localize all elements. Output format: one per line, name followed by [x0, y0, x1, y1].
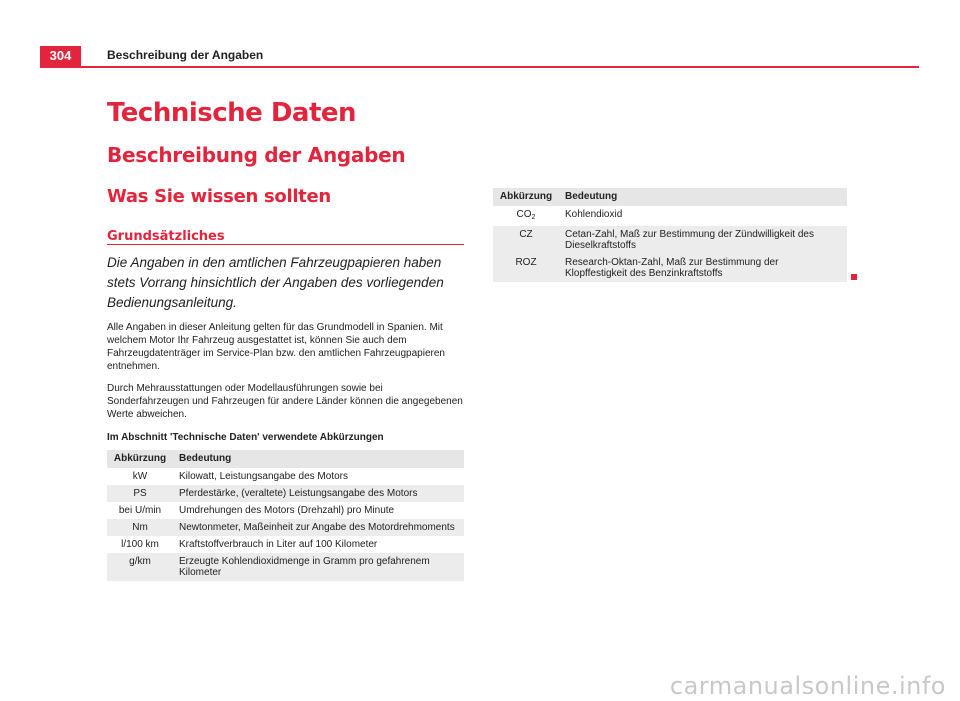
- meaning-cell: Cetan-Zahl, Maß zur Bestimmung der Zündwilligkeit des Dieselkraftstoffs: [559, 226, 847, 254]
- meaning-cell: Research-Oktan-Zahl, Maß zur Bestimmung der Klopffestigkeit des Benzinkraftstoffs: [559, 254, 847, 282]
- topic-title: Grundsätzliches: [107, 229, 225, 244]
- abbreviations-table-continued: [493, 188, 847, 282]
- table-row: [107, 485, 464, 502]
- meaning-cell: Kraftstoffverbrauch in Liter auf 100 Kilometer: [173, 536, 464, 553]
- subsection-title: Was Sie wissen sollten: [107, 186, 331, 207]
- lead-paragraph: Die Angaben in den amtlichen Fahrzeugpapieren haben stets Vorrang hinsichtlich der Angaben des vorliegenden Bedienungsanleitung.: [107, 255, 444, 310]
- section-end-marker: [851, 274, 857, 280]
- header-rule: [40, 66, 919, 68]
- abbreviation-cell: Nm: [107, 519, 173, 536]
- body-paragraph: Durch Mehrausstattungen oder Modellausführungen sowie bei Sonderfahrzeugen und Fahrzeugen für andere Länder können die angegebenen Werte abweichen.: [107, 383, 463, 420]
- abbreviation-cell: [493, 206, 559, 226]
- table-row: [107, 502, 464, 519]
- table-row: [107, 553, 464, 581]
- co2-subscript: 2: [531, 214, 536, 221]
- table-row: [107, 519, 464, 536]
- running-header-title: Beschreibung der Angaben: [107, 48, 264, 62]
- table-row: [493, 206, 847, 226]
- meaning-cell: Erzeugte Kohlendioxidmenge in Gramm pro gefahrenem Kilometer: [173, 553, 464, 581]
- chapter-title: Technische Daten: [107, 98, 357, 128]
- abbreviation-cell: ROZ: [493, 254, 559, 282]
- meaning-cell: Pferdestärke, (veraltete) Leistungsangabe des Motors: [173, 485, 464, 502]
- body-paragraph: Alle Angaben in dieser Anleitung gelten für das Grundmodell in Spanien. Mit welchem Motor Ihr Fahrzeug ausgestattet ist, können Sie auch dem Fahrzeugdatenträger im Service-Plan bzw. den amtlichen Fahrzeugpapieren entnehmen.: [107, 322, 445, 372]
- meaning-cell: Kohlendioxid: [559, 206, 847, 226]
- topic-rule: [107, 244, 464, 245]
- watermark: carmanualsonline.info: [669, 672, 946, 700]
- table-header-row: [107, 450, 464, 468]
- abbreviation-cell: g/km: [107, 553, 173, 581]
- meaning-cell: Kilowatt, Leistungsangabe des Motors: [173, 468, 464, 485]
- table-row: [107, 536, 464, 553]
- table-header-row: [493, 188, 847, 206]
- meaning-cell: Umdrehungen des Motors (Drehzahl) pro Minute: [173, 502, 464, 519]
- table-row: [493, 254, 847, 282]
- abbreviation-cell: l/100 km: [107, 536, 173, 553]
- abbreviation-cell: CZ: [493, 226, 559, 254]
- column-header-abbreviation: Abkürzung: [107, 450, 173, 468]
- table-caption: Im Abschnitt 'Technische Daten' verwendete Abkürzungen: [107, 432, 384, 443]
- abbreviations-table: [107, 450, 464, 581]
- abbreviation-cell: PS: [107, 485, 173, 502]
- table-row: [107, 468, 464, 485]
- column-header-meaning: Bedeutung: [173, 450, 464, 468]
- co2-base: CO: [516, 209, 532, 220]
- meaning-cell: Newtonmeter, Maßeinheit zur Angabe des Motordrehmoments: [173, 519, 464, 536]
- column-header-meaning: Bedeutung: [559, 188, 847, 206]
- page-number: 304: [40, 46, 81, 66]
- abbreviation-cell: bei U/min: [107, 502, 173, 519]
- table-row: [493, 226, 847, 254]
- column-header-abbreviation: Abkürzung: [493, 188, 559, 206]
- section-title: Beschreibung der Angaben: [107, 143, 406, 167]
- abbreviation-cell: kW: [107, 468, 173, 485]
